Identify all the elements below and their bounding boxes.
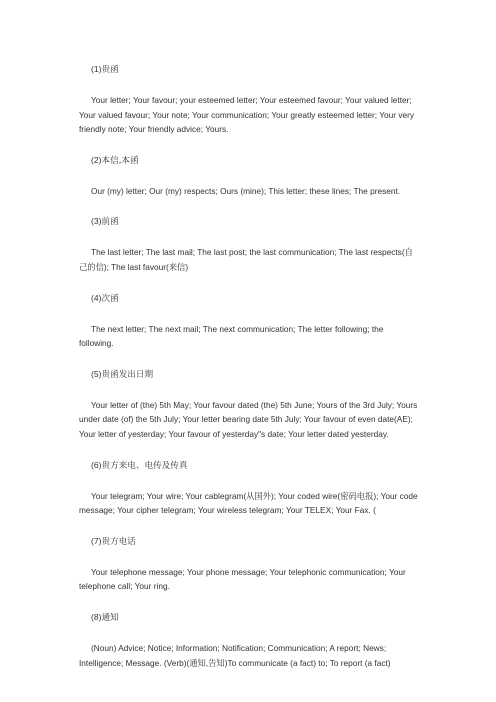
heading-number: (6) (91, 459, 102, 470)
section-4 (79, 292, 418, 351)
section-body: Your telephone message; Your phone message; Your telephonic communication; Your telephone call; Your ring. (79, 566, 406, 592)
heading-number: (4) (91, 292, 102, 303)
section-body: Your telegram; Your wire; Your cablegram(从国外); Your coded wire(密码电报); Your code message; Your cipher telegram; Your wireless telegram; Your TELEX; Your Fax. ( (79, 490, 418, 516)
section-body: The last letter; The last mail; The last post; the last communication; The last respects(自己的信); The last favour(来信) (79, 247, 413, 272)
heading-number: (2) (91, 154, 102, 165)
section-1 (79, 63, 418, 137)
section-heading (91, 63, 418, 76)
section-3 (79, 215, 418, 274)
section-heading (91, 611, 418, 624)
heading-number: (8) (91, 611, 102, 622)
section-heading (91, 154, 418, 167)
heading-number: (7) (91, 535, 102, 546)
heading-title: 前函 (101, 217, 119, 228)
section-2 (91, 154, 418, 199)
section-heading (91, 215, 418, 228)
heading-title: 贵方来电、电传及传真 (101, 460, 188, 471)
section-body: Your letter of (the) 5th May; Your favour dated (the) 5th June; Yours of the 3rd July; Yours under date (of) the 5th July; Your letter bearing date 5th July; Your favour of even date(AE); Your letter of yesterday; Your favour of yesterday"s date; Your letter dated yesterday. (79, 399, 418, 439)
section-8 (79, 611, 418, 670)
section-body: Your letter; Your favour; your esteemed letter; Your esteemed favour; Your valued letter; Your valued favour; Your note; Your communication; Your greatly esteemed letter; Your very friendly note; Your friendly advice; Yours. (79, 95, 415, 135)
heading-title: 贵方电话 (101, 536, 136, 547)
section-heading (91, 535, 418, 548)
section-body: Our (my) letter; Our (my) respects; Ours (mine); This letter; these lines; The present. (91, 185, 401, 196)
section-body: The next letter; The next mail; The next communication; The letter following; the following. (79, 323, 384, 349)
heading-title: 贵函发出日期 (101, 369, 154, 380)
heading-number: (1) (91, 64, 102, 74)
heading-number: (3) (91, 216, 102, 227)
heading-title: 本信,本函 (101, 155, 139, 166)
section-heading (91, 292, 418, 305)
heading-title: 通知 (101, 612, 119, 623)
section-heading (91, 459, 418, 472)
section-7 (79, 535, 418, 594)
section-heading (91, 368, 418, 381)
heading-title: 次函 (101, 293, 119, 304)
section-6 (79, 459, 418, 518)
section-body: (Noun) Advice; Notice; Information; Notification; Communication; A report; News; Intelligence; Message. (Verb)(通知,告知)To communicate (a fact) to; To report (a fact) (79, 642, 391, 668)
heading-number: (5) (91, 368, 102, 379)
heading-title: 贵函 (101, 65, 119, 75)
section-5 (79, 368, 418, 442)
